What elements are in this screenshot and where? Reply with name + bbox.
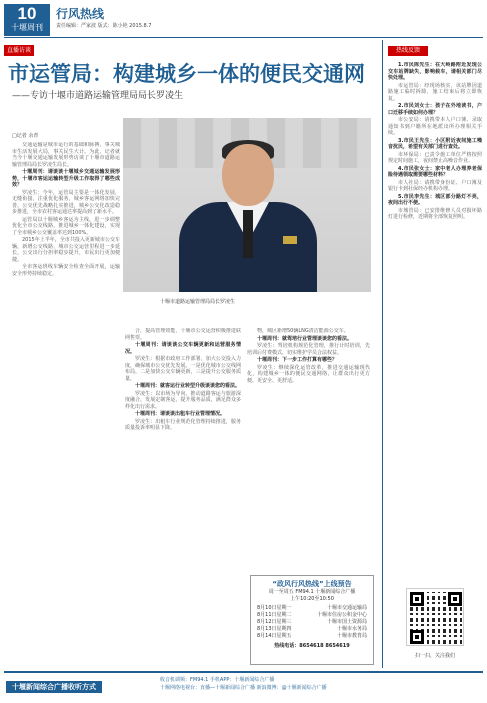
qr-label: 扫一扫，关注我们: [414, 653, 455, 659]
feedback-reply: 市环保局：已责令施工单位严格按照规定时间施工，夜间禁止高噪音作业。: [388, 151, 482, 164]
hotline-number: 热线电话：8654618 8654619: [274, 643, 350, 649]
footer-line-2: 十堰网络电视台：直播—十堰新闻综合广播 新浪微博：@十堰新闻综合广播: [160, 685, 327, 691]
feedback-reply: 市人社局：请携带身份证、户口簿及银行卡到社保经办机构办理。: [388, 179, 482, 192]
feedback-reply: 市城管局：已安排维修人员对损坏路灯进行检修，近期将全部恢复照明。: [388, 207, 482, 220]
paragraph: 2015年上半年，全市共投入更新城市公交车辆，新增公交线路，城市公交运营里程进一步延长，公交出行分担率稳步提升，市民出行更加便捷。: [12, 237, 120, 263]
paragraph: 罗凌生：出租车行业规范化管理持续推进，服务质量投诉率明显下降。: [125, 418, 241, 431]
paragraph: 罗凌生：根据市政府工作部署，加大公交投入力度，确保城市公交优先发展。一是优化城市公交线网布局，二是加快公交车辆更新，三是提升公交服务质量。: [125, 356, 241, 382]
byline: □记者 余青: [12, 133, 39, 139]
schedule-date: 8月14日星期五: [257, 633, 292, 639]
schedule-title: “政风行风热线”上线预告: [272, 580, 352, 588]
sidebar-tag: 热线反馈: [388, 46, 428, 56]
schedule-date: 8月12日星期三: [257, 619, 292, 625]
section-title: 行风热线: [56, 7, 105, 21]
qr-corner: [410, 592, 424, 606]
sidebar-feedback: [388, 62, 482, 528]
editor-line: 责任编辑：严家波 版式：陈小艳 2015.8.7: [56, 23, 152, 29]
schedule-unit: 十堰市住房公积金中心: [316, 612, 367, 618]
schedule-row: [257, 633, 367, 640]
headline: 市运管局：构建城乡一体的便民交通网: [8, 62, 365, 86]
schedule-row: [257, 619, 367, 626]
header-rule: [4, 37, 483, 38]
feedback-reply: 市公安局：请携带本人户口簿、录取通知书到户籍所在地派出所办理相关手续。: [388, 117, 482, 136]
paragraph: 罗凌生：继续深化运管改革，推进交通运输现代化，构建城乡一体的便民交通网络，让群众出行更方便、更安全、更舒适。: [247, 364, 370, 384]
page-number: 10: [17, 4, 37, 23]
article-column-2: [125, 328, 241, 667]
photo-caption: 十堰市道路运输管理局局长罗凌生: [160, 299, 236, 305]
schedule-date: 8月13日星期四: [257, 626, 292, 632]
qr-corner: [410, 630, 424, 644]
paragraph: 罗凌生：以市场为导向，推动道路客运与旅游深度融合，发展定制客运，提升服务品质，满足群众多样化出行需求。: [125, 390, 241, 410]
question: 十堰周刊：就客运行业转型升级谈谈您的看法。: [135, 383, 241, 389]
qr-corner: [448, 592, 462, 606]
schedule-channel: 周一至周五 FM94.1 十堰新闻综合广播: [268, 589, 356, 595]
column-divider: [382, 40, 383, 668]
footer-banner: [4, 671, 483, 699]
schedule-unit: 十堰市水务局: [336, 626, 367, 632]
schedule-unit: 十堰市国土资源局: [326, 619, 367, 625]
page-number-block: [4, 4, 50, 36]
qr-code[interactable]: [406, 588, 464, 646]
paragraph: 运管局以十堰城乡客运为主线，进一步调整优化全市公交线路，推进城乡一体化建设，实现了全市城乡公交覆盖率达到100%。: [12, 216, 120, 236]
footer-line-1: 收音机调频：FM94.1 手机APP：十堰新闻综合广播: [160, 677, 275, 683]
feedback-item: 3.市民王先生：小区附近夜间施工噪音扰民，希望有关部门进行查处。: [388, 137, 482, 150]
question: 十堰周刊：就驾培行业管理谈谈您的看法。: [257, 335, 353, 342]
question: 十堰周刊：请谈谈十堰城乡交通运输发展形势，十堰市客运运输转型升级工作取得了哪些成效？: [12, 169, 120, 188]
question: 十堰周刊：请谈谈出租车行业管理情况。: [135, 411, 226, 417]
footer-info: [160, 676, 327, 692]
paragraph: 罗凌生：今年，运管局主要是一体化发展，无缝衔接，注重优化服务，城乡客运网络加快完善，公交优先战略扎实推进，城乡公交化改造稳步推进，全市农村客运通达率提高到了新水平。: [12, 189, 120, 215]
schedule-unit: 十堰市交通运输局: [326, 605, 367, 611]
feedback-item: 1.市民陈先生：在大岭路附近发现公交车站牌缺失，影响候车，请相关部门尽快处理。: [388, 62, 482, 81]
face: [222, 144, 274, 206]
article-column-1: [12, 142, 120, 667]
schedule-row: [257, 605, 367, 612]
schedule-list: [251, 605, 373, 640]
footer-slogan: 十堰新闻综合广播收听方式: [6, 681, 102, 693]
feedback-item: 2.市民刘女士：孩子在外地读书，户口迁移手续如何办理？: [388, 103, 482, 116]
program-schedule-box: [250, 575, 374, 665]
paragraph: 全市客运班线车辆安全检查全面开展，运输安全形势持续稳定。: [12, 264, 120, 277]
feedback-item: 4.市民张女士：家中老人办理养老保险待遇领取需要哪些材料？: [388, 165, 482, 178]
uniform-badge: [283, 236, 297, 244]
feedback-reply: 市运管局：经现场核实，该站牌因道路施工临时拆除，施工结束后将立即恢复。: [388, 82, 482, 102]
article-tag: 直播访谈: [4, 45, 34, 56]
schedule-row: [257, 612, 367, 619]
paragraph: 物，城区新增50辆LNG清洁能源公交车。: [257, 328, 349, 334]
feedback-item: 5.市民李先生：城区部分路灯不亮，夜间出行不便。: [388, 193, 482, 206]
question: 十堰周刊：请谈谈公交车辆更新和运营服务情况。: [125, 342, 241, 355]
schedule-unit: 十堰市教育局: [336, 633, 367, 639]
schedule-date: 8月10日星期一: [257, 605, 292, 611]
paragraph: 罗凌生：驾培机构规范化管理，推行计时培训，先培训后付费模式，切实维护学员合法权益。: [247, 343, 370, 356]
question: 十堰周刊：下一步工作打算有哪些？: [257, 357, 338, 363]
portrait-photo: [123, 118, 371, 292]
paragraph: 合，提高管理效能，十堰市公交运营积极推进联网售票。: [125, 328, 241, 341]
paragraph: 交通运输是城市运行的基础和脉搏，事关城市生活发展大局，事关民生大计。为此，记者就当今十堰交通运输发展形势访谈了十堰市道路运输管理局局长罗凌生局长。: [12, 142, 120, 168]
schedule-time: 上午10:20至10:50: [290, 595, 334, 602]
subheadline: ——专访十堰市道路运输管理局局长罗凌生: [12, 91, 184, 101]
article-column-3: [247, 328, 370, 568]
paper-name: 十堰周刊: [11, 23, 43, 32]
schedule-date: 8月11日星期二: [257, 612, 292, 618]
schedule-row: [257, 626, 367, 633]
tie: [243, 210, 253, 258]
